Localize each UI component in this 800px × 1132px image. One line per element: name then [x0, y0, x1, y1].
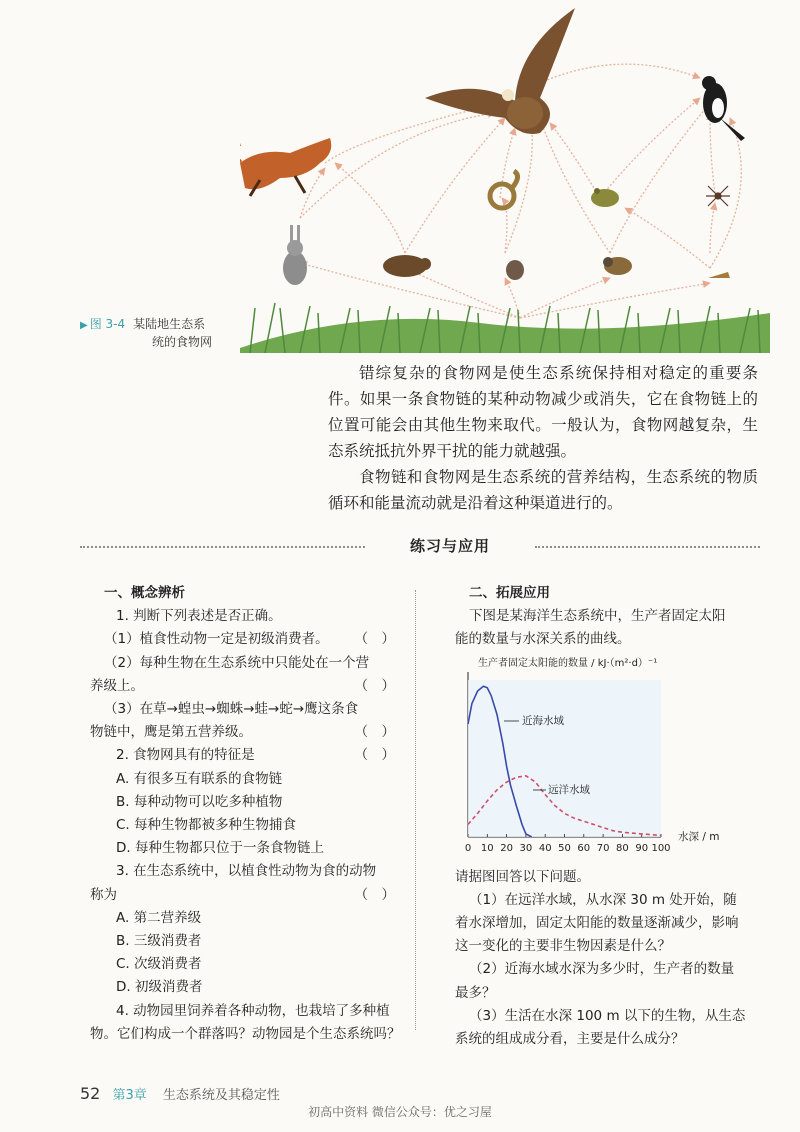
paragraph-2: 食物链和食物网是生态系统的营养结构，生态系统的物质循环和能量流动就是沿着这种渠道进行的。 — [328, 468, 758, 512]
question-line: 能的数量与水深关系的曲线。 — [455, 631, 631, 648]
food-web-illustration — [240, 8, 770, 353]
caption-arrow-icon: ▶ — [80, 320, 88, 331]
x-tick-label: 0 — [464, 843, 472, 854]
rodent-icon — [383, 255, 431, 277]
question-line: （1）植食性动物一定是初级消费者。 （ ） — [90, 628, 395, 651]
x-tick-label: 10 — [480, 843, 494, 854]
caption-line-1: 某陆地生态系 — [133, 317, 206, 331]
x-tick-label: 80 — [616, 843, 629, 854]
caption-line-2: 统的食物网 — [152, 335, 213, 349]
svg-text:远洋水域: 远洋水域 — [548, 784, 590, 796]
spider-icon — [706, 186, 730, 206]
question-line: 这一变化的主要非生物因素是什么？ — [455, 938, 671, 955]
x-tick-label: 20 — [500, 843, 513, 854]
question-line: 最多？ — [455, 984, 496, 1001]
column-separator — [415, 590, 416, 1030]
answer-blank[interactable]: （ ） — [354, 631, 395, 648]
answer-blank[interactable]: （ ） — [354, 886, 395, 903]
question-line: 3. 在生态系统中，以植食性动物为食的动物 — [116, 863, 377, 880]
x-tick-label: 50 — [558, 843, 571, 854]
x-tick-label: 70 — [596, 843, 610, 854]
magpie-icon — [702, 76, 745, 141]
mouse-icon — [506, 260, 524, 280]
left-column — [90, 582, 401, 1046]
sparrow-icon — [603, 257, 632, 275]
chapter-label: 第3章 — [112, 1088, 147, 1103]
x-tick-label: 90 — [635, 843, 649, 854]
question-line: A. 有很多互有联系的食物链 — [116, 770, 283, 787]
x-tick-label: 30 — [519, 843, 533, 854]
eagle-icon — [425, 8, 575, 134]
figure-caption — [80, 316, 212, 351]
section-title: 练习与应用 — [365, 535, 535, 556]
graph-ylabel: 生产者固定太阳能的数量 / kJ·（m²·d）⁻¹ — [478, 658, 658, 669]
section-divider — [80, 535, 760, 557]
page-footer — [80, 1084, 280, 1103]
question-line: （2）每种生物在生态系统中只能处在一个营 — [104, 654, 370, 671]
question-line: 着水深增加，固定太阳能的数量逐渐减少，影响 — [455, 915, 739, 932]
frog-icon — [591, 188, 619, 207]
figure-label: 图 3-4 — [89, 317, 126, 331]
chapter-title: 生态系统及其稳定性 — [162, 1088, 280, 1103]
answer-blank[interactable]: （ ） — [354, 677, 395, 694]
grasshopper-icon — [708, 272, 730, 278]
x-tick-label: 40 — [538, 843, 552, 854]
page-number: 52 — [80, 1084, 101, 1103]
left-heading: 一、概念辨析 — [104, 585, 185, 601]
question-line: 系统的组成成分看，主要是什么成分？ — [455, 1031, 685, 1048]
right-heading: 二、拓展应用 — [469, 585, 550, 601]
grass-icon — [240, 303, 770, 353]
question-line: 请据图回答以下问题。 — [455, 868, 590, 885]
fox-icon — [240, 138, 331, 196]
body-text — [328, 360, 758, 516]
question-line: D. 初级消费者 — [116, 979, 203, 996]
question-line: 1. 判断下列表述是否正确。 — [116, 608, 282, 625]
depth-energy-graph — [456, 650, 756, 860]
question-line: 物。它们构成一个群落吗？动物园是个生态系统吗？ — [90, 1025, 401, 1042]
x-tick-label: 60 — [577, 843, 591, 854]
question-line: （1）在远洋水域，从水深 30 m 处开始，随 — [469, 891, 737, 908]
question-line: B. 三级消费者 — [116, 933, 202, 950]
question-line: 2. 食物网具有的特征是 （ ） — [90, 744, 395, 767]
answer-blank[interactable]: （ ） — [354, 747, 395, 764]
paragraph-1: 错综复杂的食物网是使生态系统保持相对稳定的重要条件。如果一条食物链的某种动物减少或消失，它在食物链上的位置可能会由其他生物来取代。一般认为，食物网越复杂，生态系统抵抗外界干扰的能力就越强。 — [328, 364, 758, 460]
answer-blank[interactable]: （ ） — [354, 724, 395, 741]
question-line: 养级上。 （ ） — [90, 675, 395, 698]
question-line: C. 每种生物都被多种生物捕食 — [116, 817, 297, 834]
question-line: D. 每种生物都只位于一条食物链上 — [116, 840, 324, 857]
question-line: A. 第二营养级 — [116, 909, 202, 926]
graph-xlabel: 水深 / m — [678, 831, 720, 843]
question-line: B. 每种动物可以吃多种植物 — [116, 793, 283, 810]
x-tick-label: 100 — [651, 843, 671, 854]
question-line: （2）近海水域水深为多少时，生产者的数量 — [469, 961, 735, 978]
question-line: 下图是某海洋生态系统中，生产者固定太阳 — [469, 608, 726, 625]
rabbit-icon — [283, 225, 307, 285]
question-line: 称为 （ ） — [90, 884, 395, 907]
svg-text:近海水域: 近海水域 — [522, 715, 564, 727]
question-line: C. 次级消费者 — [116, 956, 202, 973]
question-line: 4. 动物园里饲养着各种动物，也栽培了多种植 — [116, 1002, 390, 1019]
question-line: （3）在草→蝗虫→蜘蛛→蛙→蛇→鹰这条食 — [104, 701, 359, 718]
watermark: 初高中资料 微信公众号：优之习屋 — [308, 1105, 492, 1119]
question-line: （3）生活在水深 100 m 以下的生物，从生态 — [469, 1007, 746, 1024]
question-line: 物链中，鹰是第五营养级。 （ ） — [90, 721, 395, 744]
